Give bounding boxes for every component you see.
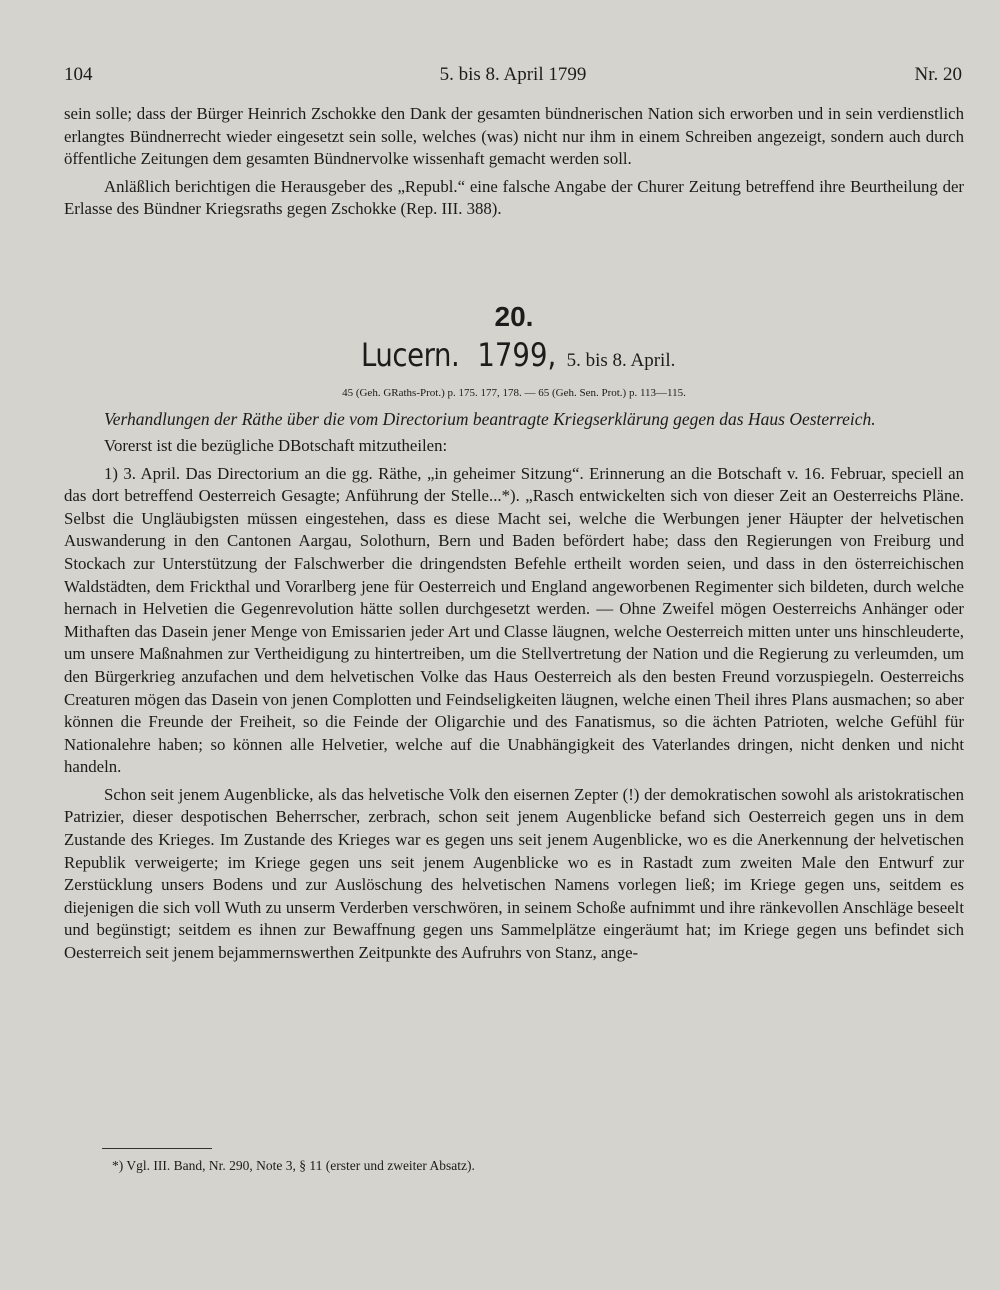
source-references: 45 (Geh. GRaths-Prot.) p. 175. 177, 178. — 65 (Geh. Sen. Prot.) p. 113—115. [342, 386, 686, 399]
footnote-text: *) Vgl. III. Band, Nr. 290, Note 3, § 11 (erster und zweiter Absatz). [112, 1158, 475, 1173]
body-paragraph: Schon seit jenem Augenblicke, als das helvetische Volk den eisernen Zepter (!) der demokratischen sowohl als aristokratischen Patrizier, dieser despotischen Beherrscher, zerbrach, schon seit jenem Augenblicke befand sich Oesterreich gegen uns in dem Zustande des Krieges. Im Zustande des Krieges war es gegen uns seit jenem Augenblicke, wo es die Anerkennung der helvetischen Republik verweigerte; im Kriege gegen uns seit jenem Augenblicke wo es in Rastadt zum zweiten Male den Entwurf zur Zerstücklung unsers Bodens und zur Auslöschung des helvetischen Namens vorlegen ließ; im Kriege gegen uns, seitdem es diejenigen die sich voll Wuth zu unserm Verderben verschwören, in seinem Schoße aufnimmt und ihre ränkevollen Anschläge beseelt und begünstigt; seitdem es ihnen zur Bewaffnung gegen uns Sammelplätze eingeräumt hat; im Kriege gegen uns befindet sich Oesterreich seit jenem bejammernswerthen Zeitpunkte des Aufruhrs von Stanz, ange- [64, 784, 964, 963]
page-body [64, 103, 964, 965]
footnote [64, 1148, 964, 1175]
page-number: 104 [64, 64, 93, 85]
header-document-number: Nr. 20 [914, 64, 962, 85]
section-city: Lucern. [360, 335, 460, 374]
header-date: 5. bis 8. April 1799 [439, 64, 587, 85]
body-paragraph: 1) 3. April. Das Directorium an die gg. Räthe, „in geheimer Sitzung“. Erinnerung an die Botschaft v. 16. Februar, speciell an das dort betreffend Oesterreich Gesagte; Anführung der Stelle...*). „Rasch entwickelten sich von dieser Zeit an Oesterreichs Pläne. Selbst die Ungläubigsten müssen eingestehen, dass es diese Macht sei, welche die Werbungen jener Häupter der helvetischen Auswanderung in den Cantonen Aargau, Solothurn, Bern und Baden befördert habe; dass den Regierungen von Freiburg und Stockach zur Unterstützung der Falschwerber die dringendsten Befehle ertheilt worden seien, und dass in den österreichischen Waldstädten, dem Frickthal und Vorarlberg jene für Oesterreich und England angeworbenen Regimenter sich bildeten, durch welche hernach in Helvetien die Gegenrevolution hätte sollen durchgesetzt werden. — Ohne Zweifel mögen Oesterreichs Anhänger oder Mithaften das Dasein jener Menge von Emissarien jeder Art und Classe läugnen, welche Oesterreich mitten unter uns hinschleuderte, um unsere Maßnahmen zur Vertheidigung zu hintertreiben, um die Stellvertretung der Nation und die Regierung zu verleumden, um den Bürgerkrieg anzufachen und dem helvetischen Volke das Haus Oesterreich als den besten Freund vorzuspiegeln. Oesterreichs Creaturen mögen das Dasein von jenen Complotten und Feindseligkeiten läugnen, welche einen Theil ihres Plans ausmachen; so aber können die Freunde der Freiheit, so die Feinde der Oligarchie und des Fanatismus, so die ächten Patrioten, welche Gefühl für Nationalehre haben; so können alle Helvetier, welche auf die Unabhängigkeit des Vaterlandes dringen, nicht denken und nicht handeln. [64, 463, 964, 777]
section-year: 1799, [477, 335, 557, 374]
editor-note-paragraph: Anläßlich berichtigen die Herausgeber des „Republ.“ eine falsche Angabe der Churer Zeitung betreffend ihre Beurtheilung der Erlasse des Bündner Kriegsraths gegen Zschokke (Rep. III. 388). [64, 176, 964, 219]
continued-paragraph: sein solle; dass der Bürger Heinrich Zschokke den Dank der gesamten bündnerischen Nation sich erworben und in sein verdienstlich erlangtes Bündnerrecht wieder eingesetzt sein solle, welches (was) nicht nur ihm in einem Schreiben angezeigt, sondern auch durch öffentliche Zeitungen dem gesamten Bündnervolke wissenhaft gemacht werden soll. [64, 104, 964, 169]
section-heading [64, 337, 964, 380]
body-paragraph: Vorerst ist die bezügliche DBotschaft mitzutheilen: [104, 435, 448, 455]
running-header [64, 64, 962, 94]
section-dates: 5. bis 8. April. [566, 349, 676, 371]
footnote-rule [102, 1148, 212, 1149]
section-subject: Verhandlungen der Räthe über die vom Directorium beantragte Kriegserklärung gegen das Haus Oesterreich. [104, 408, 876, 429]
section-number: 20. [494, 300, 534, 332]
